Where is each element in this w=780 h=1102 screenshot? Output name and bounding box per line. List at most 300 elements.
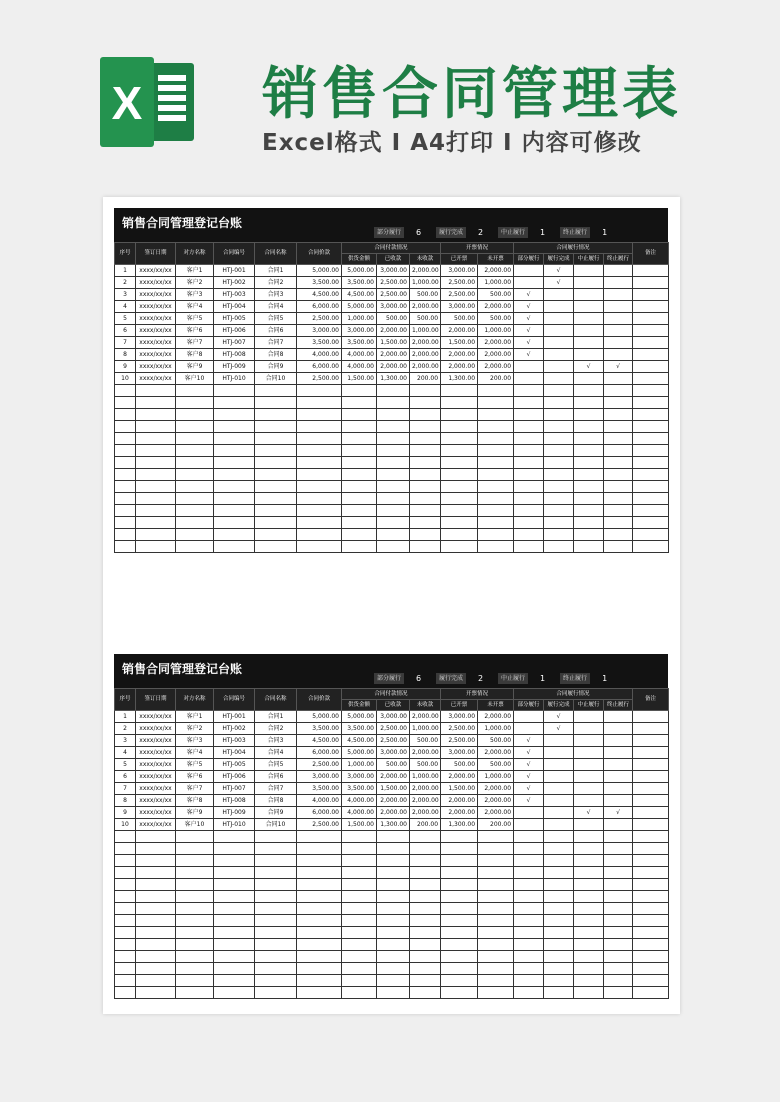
header-received: 已收款 <box>377 254 410 265</box>
cell-invoiced: 2,500.00 <box>441 723 478 735</box>
cell-received <box>377 397 410 409</box>
stat-value: 1 <box>602 228 608 237</box>
cell-partial: √ <box>514 337 544 349</box>
cell-date <box>136 397 176 409</box>
cell-customer: 客户8 <box>176 349 214 361</box>
cell-code: HTJ-004 <box>214 301 255 313</box>
cell-name: 合同6 <box>255 325 297 337</box>
cell-terminated <box>604 301 633 313</box>
cell-unreceived: 200.00 <box>410 819 441 831</box>
cell-supply <box>342 469 377 481</box>
cell-supply: 5,000.00 <box>342 711 377 723</box>
cell-unreceived <box>410 975 441 987</box>
stat-label: 终止履行 <box>560 673 590 684</box>
header-supply-amount: 供货金额 <box>342 254 377 265</box>
cell-no: 6 <box>115 771 136 783</box>
empty-row <box>115 963 669 975</box>
cell-invoiced <box>441 529 478 541</box>
cell-code: HTJ-002 <box>214 277 255 289</box>
cell-received <box>377 891 410 903</box>
ledger-block-2 <box>114 654 668 999</box>
cell-supply <box>342 421 377 433</box>
cell-invoiced <box>441 915 478 927</box>
header-complete: 履行完成 <box>544 700 574 711</box>
cell-suspended <box>574 915 604 927</box>
table-row <box>115 723 669 735</box>
cell-price <box>297 915 342 927</box>
cell-code <box>214 831 255 843</box>
cell-terminated <box>604 505 633 517</box>
cell-note <box>633 373 669 385</box>
cell-customer <box>176 433 214 445</box>
cell-supply <box>342 457 377 469</box>
cell-uninvoiced: 1,000.00 <box>478 771 514 783</box>
cell-unreceived: 500.00 <box>410 313 441 325</box>
cell-received <box>377 469 410 481</box>
stat-complete <box>436 226 498 239</box>
cell-suspended <box>574 927 604 939</box>
cell-suspended <box>574 421 604 433</box>
empty-row <box>115 891 669 903</box>
cell-terminated <box>604 385 633 397</box>
cell-name <box>255 541 297 553</box>
cell-code: HTJ-001 <box>214 265 255 277</box>
cell-complete <box>544 903 574 915</box>
cell-code: HTJ-006 <box>214 771 255 783</box>
cell-uninvoiced: 2,000.00 <box>478 795 514 807</box>
cell-unreceived <box>410 987 441 999</box>
cell-invoiced <box>441 469 478 481</box>
cell-price <box>297 469 342 481</box>
cell-no <box>115 987 136 999</box>
cell-unreceived <box>410 855 441 867</box>
cell-partial <box>514 529 544 541</box>
cell-name <box>255 867 297 879</box>
stat-partial <box>374 672 436 685</box>
cell-partial <box>514 493 544 505</box>
cell-note <box>633 397 669 409</box>
cell-name <box>255 421 297 433</box>
table-row <box>115 819 669 831</box>
cell-note <box>633 711 669 723</box>
cell-terminated <box>604 747 633 759</box>
cell-complete <box>544 373 574 385</box>
cell-price: 2,500.00 <box>297 819 342 831</box>
cell-unreceived: 2,000.00 <box>410 349 441 361</box>
stat-value: 1 <box>540 228 546 237</box>
cell-partial <box>514 469 544 481</box>
cell-uninvoiced: 500.00 <box>478 313 514 325</box>
cell-terminated <box>604 891 633 903</box>
cell-name <box>255 855 297 867</box>
cell-received <box>377 951 410 963</box>
cell-date <box>136 385 176 397</box>
cell-customer: 客户4 <box>176 301 214 313</box>
cell-terminated <box>604 409 633 421</box>
cell-note <box>633 771 669 783</box>
cell-invoiced <box>441 517 478 529</box>
cell-uninvoiced <box>478 903 514 915</box>
cell-no: 3 <box>115 735 136 747</box>
empty-row <box>115 385 669 397</box>
cell-terminated <box>604 457 633 469</box>
cell-supply: 4,500.00 <box>342 289 377 301</box>
cell-code <box>214 469 255 481</box>
cell-partial <box>514 723 544 735</box>
cell-terminated <box>604 903 633 915</box>
cell-date <box>136 855 176 867</box>
cell-no <box>115 855 136 867</box>
empty-row <box>115 987 669 999</box>
cell-supply: 3,500.00 <box>342 723 377 735</box>
cell-complete <box>544 529 574 541</box>
cell-uninvoiced <box>478 457 514 469</box>
cell-customer: 客户10 <box>176 373 214 385</box>
cell-name <box>255 385 297 397</box>
cell-price <box>297 975 342 987</box>
ledger-header <box>114 208 668 242</box>
cell-uninvoiced <box>478 445 514 457</box>
cell-invoiced: 2,000.00 <box>441 361 478 373</box>
cell-uninvoiced: 1,000.00 <box>478 723 514 735</box>
cell-unreceived <box>410 963 441 975</box>
cell-suspended <box>574 735 604 747</box>
cell-invoiced <box>441 867 478 879</box>
cell-unreceived: 2,000.00 <box>410 265 441 277</box>
cell-suspended <box>574 529 604 541</box>
cell-name <box>255 529 297 541</box>
cell-terminated <box>604 529 633 541</box>
cell-note <box>633 915 669 927</box>
cell-unreceived <box>410 939 441 951</box>
header-invoice-group: 开票情况 <box>441 689 514 700</box>
cell-customer <box>176 541 214 553</box>
cell-suspended <box>574 951 604 963</box>
cell-partial <box>514 867 544 879</box>
header-uninvoiced: 未开票 <box>478 254 514 265</box>
cell-unreceived: 2,000.00 <box>410 337 441 349</box>
cell-no: 5 <box>115 313 136 325</box>
cell-unreceived <box>410 493 441 505</box>
cell-uninvoiced <box>478 529 514 541</box>
cell-suspended <box>574 855 604 867</box>
stat-value: 1 <box>540 674 546 683</box>
cell-unreceived <box>410 879 441 891</box>
cell-date <box>136 843 176 855</box>
cell-date <box>136 505 176 517</box>
cell-no <box>115 529 136 541</box>
stat-value: 2 <box>478 228 484 237</box>
cell-invoiced <box>441 445 478 457</box>
cell-name <box>255 963 297 975</box>
cell-partial <box>514 843 544 855</box>
cell-terminated <box>604 481 633 493</box>
cell-price <box>297 409 342 421</box>
header-price: 合同价款 <box>297 243 342 265</box>
cell-customer <box>176 505 214 517</box>
cell-complete <box>544 409 574 421</box>
cell-complete <box>544 421 574 433</box>
cell-uninvoiced: 500.00 <box>478 735 514 747</box>
cell-received <box>377 493 410 505</box>
cell-complete <box>544 987 574 999</box>
cell-complete <box>544 759 574 771</box>
cell-date <box>136 903 176 915</box>
cell-no <box>115 927 136 939</box>
cell-partial: √ <box>514 759 544 771</box>
cell-invoiced: 3,000.00 <box>441 265 478 277</box>
cell-suspended <box>574 373 604 385</box>
cell-partial <box>514 915 544 927</box>
cell-code <box>214 891 255 903</box>
cell-date: xxxx/xx/xx <box>136 747 176 759</box>
cell-unreceived <box>410 421 441 433</box>
cell-no <box>115 831 136 843</box>
cell-partial <box>514 445 544 457</box>
cell-no: 2 <box>115 277 136 289</box>
cell-customer: 客户7 <box>176 783 214 795</box>
cell-price <box>297 421 342 433</box>
stat-label: 部分履行 <box>374 673 404 684</box>
cell-no <box>115 939 136 951</box>
cell-suspended: √ <box>574 807 604 819</box>
cell-no <box>115 433 136 445</box>
cell-name: 合同8 <box>255 795 297 807</box>
cell-invoiced: 1,300.00 <box>441 373 478 385</box>
cell-price <box>297 879 342 891</box>
cell-complete <box>544 445 574 457</box>
cell-no <box>115 409 136 421</box>
cell-customer <box>176 493 214 505</box>
cell-date <box>136 529 176 541</box>
cell-invoiced: 2,000.00 <box>441 795 478 807</box>
stat-suspended <box>498 226 560 239</box>
cell-customer <box>176 843 214 855</box>
cell-customer <box>176 445 214 457</box>
cell-suspended <box>574 349 604 361</box>
cell-price <box>297 493 342 505</box>
empty-row <box>115 469 669 481</box>
cell-note <box>633 735 669 747</box>
cell-invoiced <box>441 481 478 493</box>
cell-uninvoiced: 2,000.00 <box>478 301 514 313</box>
cell-code: HTJ-008 <box>214 349 255 361</box>
cell-partial <box>514 361 544 373</box>
cell-uninvoiced <box>478 469 514 481</box>
empty-row <box>115 421 669 433</box>
cell-no: 4 <box>115 747 136 759</box>
cell-price <box>297 867 342 879</box>
cell-note <box>633 301 669 313</box>
cell-terminated <box>604 373 633 385</box>
cell-supply: 1,500.00 <box>342 373 377 385</box>
stat-label: 中止履行 <box>498 673 528 684</box>
cell-suspended <box>574 445 604 457</box>
cell-invoiced <box>441 421 478 433</box>
excel-logo-icon <box>100 57 198 147</box>
cell-name <box>255 915 297 927</box>
empty-row <box>115 951 669 963</box>
cell-name: 合同9 <box>255 807 297 819</box>
cell-supply: 5,000.00 <box>342 747 377 759</box>
cell-invoiced <box>441 927 478 939</box>
cell-partial <box>514 975 544 987</box>
cell-partial <box>514 891 544 903</box>
cell-terminated <box>604 277 633 289</box>
cell-partial <box>514 481 544 493</box>
cell-date: xxxx/xx/xx <box>136 349 176 361</box>
cell-invoiced: 2,000.00 <box>441 349 478 361</box>
poster-title: 销售合同管理表 <box>262 62 682 127</box>
cell-suspended <box>574 493 604 505</box>
cell-date: xxxx/xx/xx <box>136 783 176 795</box>
cell-suspended <box>574 711 604 723</box>
cell-date: xxxx/xx/xx <box>136 313 176 325</box>
cell-date: xxxx/xx/xx <box>136 373 176 385</box>
cell-name <box>255 927 297 939</box>
cell-terminated <box>604 915 633 927</box>
cell-price: 6,000.00 <box>297 807 342 819</box>
cell-complete <box>544 867 574 879</box>
cell-complete: √ <box>544 711 574 723</box>
cell-price <box>297 385 342 397</box>
cell-note <box>633 529 669 541</box>
cell-received <box>377 385 410 397</box>
cell-name <box>255 481 297 493</box>
cell-received <box>377 915 410 927</box>
cell-partial <box>514 987 544 999</box>
cell-uninvoiced: 500.00 <box>478 289 514 301</box>
cell-suspended <box>574 409 604 421</box>
cell-date <box>136 951 176 963</box>
cell-received: 2,000.00 <box>377 325 410 337</box>
cell-note <box>633 867 669 879</box>
cell-partial <box>514 807 544 819</box>
cell-terminated <box>604 819 633 831</box>
table-row <box>115 711 669 723</box>
cell-partial <box>514 939 544 951</box>
empty-row <box>115 975 669 987</box>
empty-row <box>115 481 669 493</box>
status-summary <box>374 226 622 239</box>
cell-date <box>136 421 176 433</box>
cell-price: 5,000.00 <box>297 265 342 277</box>
cell-unreceived: 2,000.00 <box>410 711 441 723</box>
cell-partial <box>514 831 544 843</box>
cell-date <box>136 831 176 843</box>
cell-uninvoiced <box>478 879 514 891</box>
cell-complete <box>544 843 574 855</box>
cell-invoiced: 1,300.00 <box>441 819 478 831</box>
cell-code <box>214 951 255 963</box>
cell-date: xxxx/xx/xx <box>136 735 176 747</box>
cell-suspended <box>574 505 604 517</box>
cell-uninvoiced: 200.00 <box>478 819 514 831</box>
cell-code <box>214 879 255 891</box>
cell-price <box>297 517 342 529</box>
cell-no: 1 <box>115 711 136 723</box>
cell-price: 3,500.00 <box>297 337 342 349</box>
cell-date: xxxx/xx/xx <box>136 325 176 337</box>
cell-uninvoiced: 2,000.00 <box>478 337 514 349</box>
header-status-group: 合同履行情况 <box>514 689 633 700</box>
cell-unreceived: 1,000.00 <box>410 723 441 735</box>
cell-price: 3,500.00 <box>297 783 342 795</box>
cell-partial <box>514 951 544 963</box>
cell-received: 2,500.00 <box>377 277 410 289</box>
cell-invoiced: 3,000.00 <box>441 747 478 759</box>
cell-unreceived <box>410 457 441 469</box>
cell-partial <box>514 433 544 445</box>
cell-no <box>115 915 136 927</box>
logo-letter: X <box>111 77 143 129</box>
cell-code: HTJ-010 <box>214 373 255 385</box>
cell-unreceived: 200.00 <box>410 373 441 385</box>
cell-terminated <box>604 879 633 891</box>
cell-suspended <box>574 313 604 325</box>
table-row <box>115 313 669 325</box>
cell-terminated <box>604 723 633 735</box>
cell-unreceived: 1,000.00 <box>410 277 441 289</box>
cell-name: 合同10 <box>255 819 297 831</box>
cell-complete <box>544 397 574 409</box>
cell-unreceived <box>410 397 441 409</box>
cell-received: 2,500.00 <box>377 723 410 735</box>
cell-customer <box>176 409 214 421</box>
cell-supply <box>342 867 377 879</box>
cell-code <box>214 903 255 915</box>
cell-invoiced <box>441 987 478 999</box>
cell-name <box>255 457 297 469</box>
table-row <box>115 265 669 277</box>
cell-uninvoiced <box>478 915 514 927</box>
cell-date: xxxx/xx/xx <box>136 759 176 771</box>
cell-received: 2,000.00 <box>377 807 410 819</box>
cell-unreceived <box>410 433 441 445</box>
stat-label: 履行完成 <box>436 227 466 238</box>
cell-terminated <box>604 795 633 807</box>
cell-code: HTJ-001 <box>214 711 255 723</box>
cell-unreceived: 500.00 <box>410 289 441 301</box>
cell-date <box>136 541 176 553</box>
stat-suspended <box>498 672 560 685</box>
cell-name: 合同1 <box>255 265 297 277</box>
cell-price <box>297 855 342 867</box>
cell-customer <box>176 879 214 891</box>
cell-partial <box>514 421 544 433</box>
cell-code <box>214 927 255 939</box>
cell-partial <box>514 457 544 469</box>
cell-unreceived <box>410 541 441 553</box>
cell-note <box>633 975 669 987</box>
cell-note <box>633 939 669 951</box>
cell-no: 4 <box>115 301 136 313</box>
cell-date <box>136 469 176 481</box>
cell-unreceived <box>410 843 441 855</box>
cell-terminated <box>604 771 633 783</box>
cell-uninvoiced <box>478 951 514 963</box>
cell-suspended <box>574 277 604 289</box>
cell-partial <box>514 277 544 289</box>
cell-note <box>633 325 669 337</box>
header-code: 合同编号 <box>214 243 255 265</box>
cell-name: 合同7 <box>255 783 297 795</box>
cell-no <box>115 385 136 397</box>
cell-name <box>255 397 297 409</box>
cell-unreceived: 1,000.00 <box>410 325 441 337</box>
stat-label: 部分履行 <box>374 227 404 238</box>
cell-uninvoiced: 2,000.00 <box>478 783 514 795</box>
